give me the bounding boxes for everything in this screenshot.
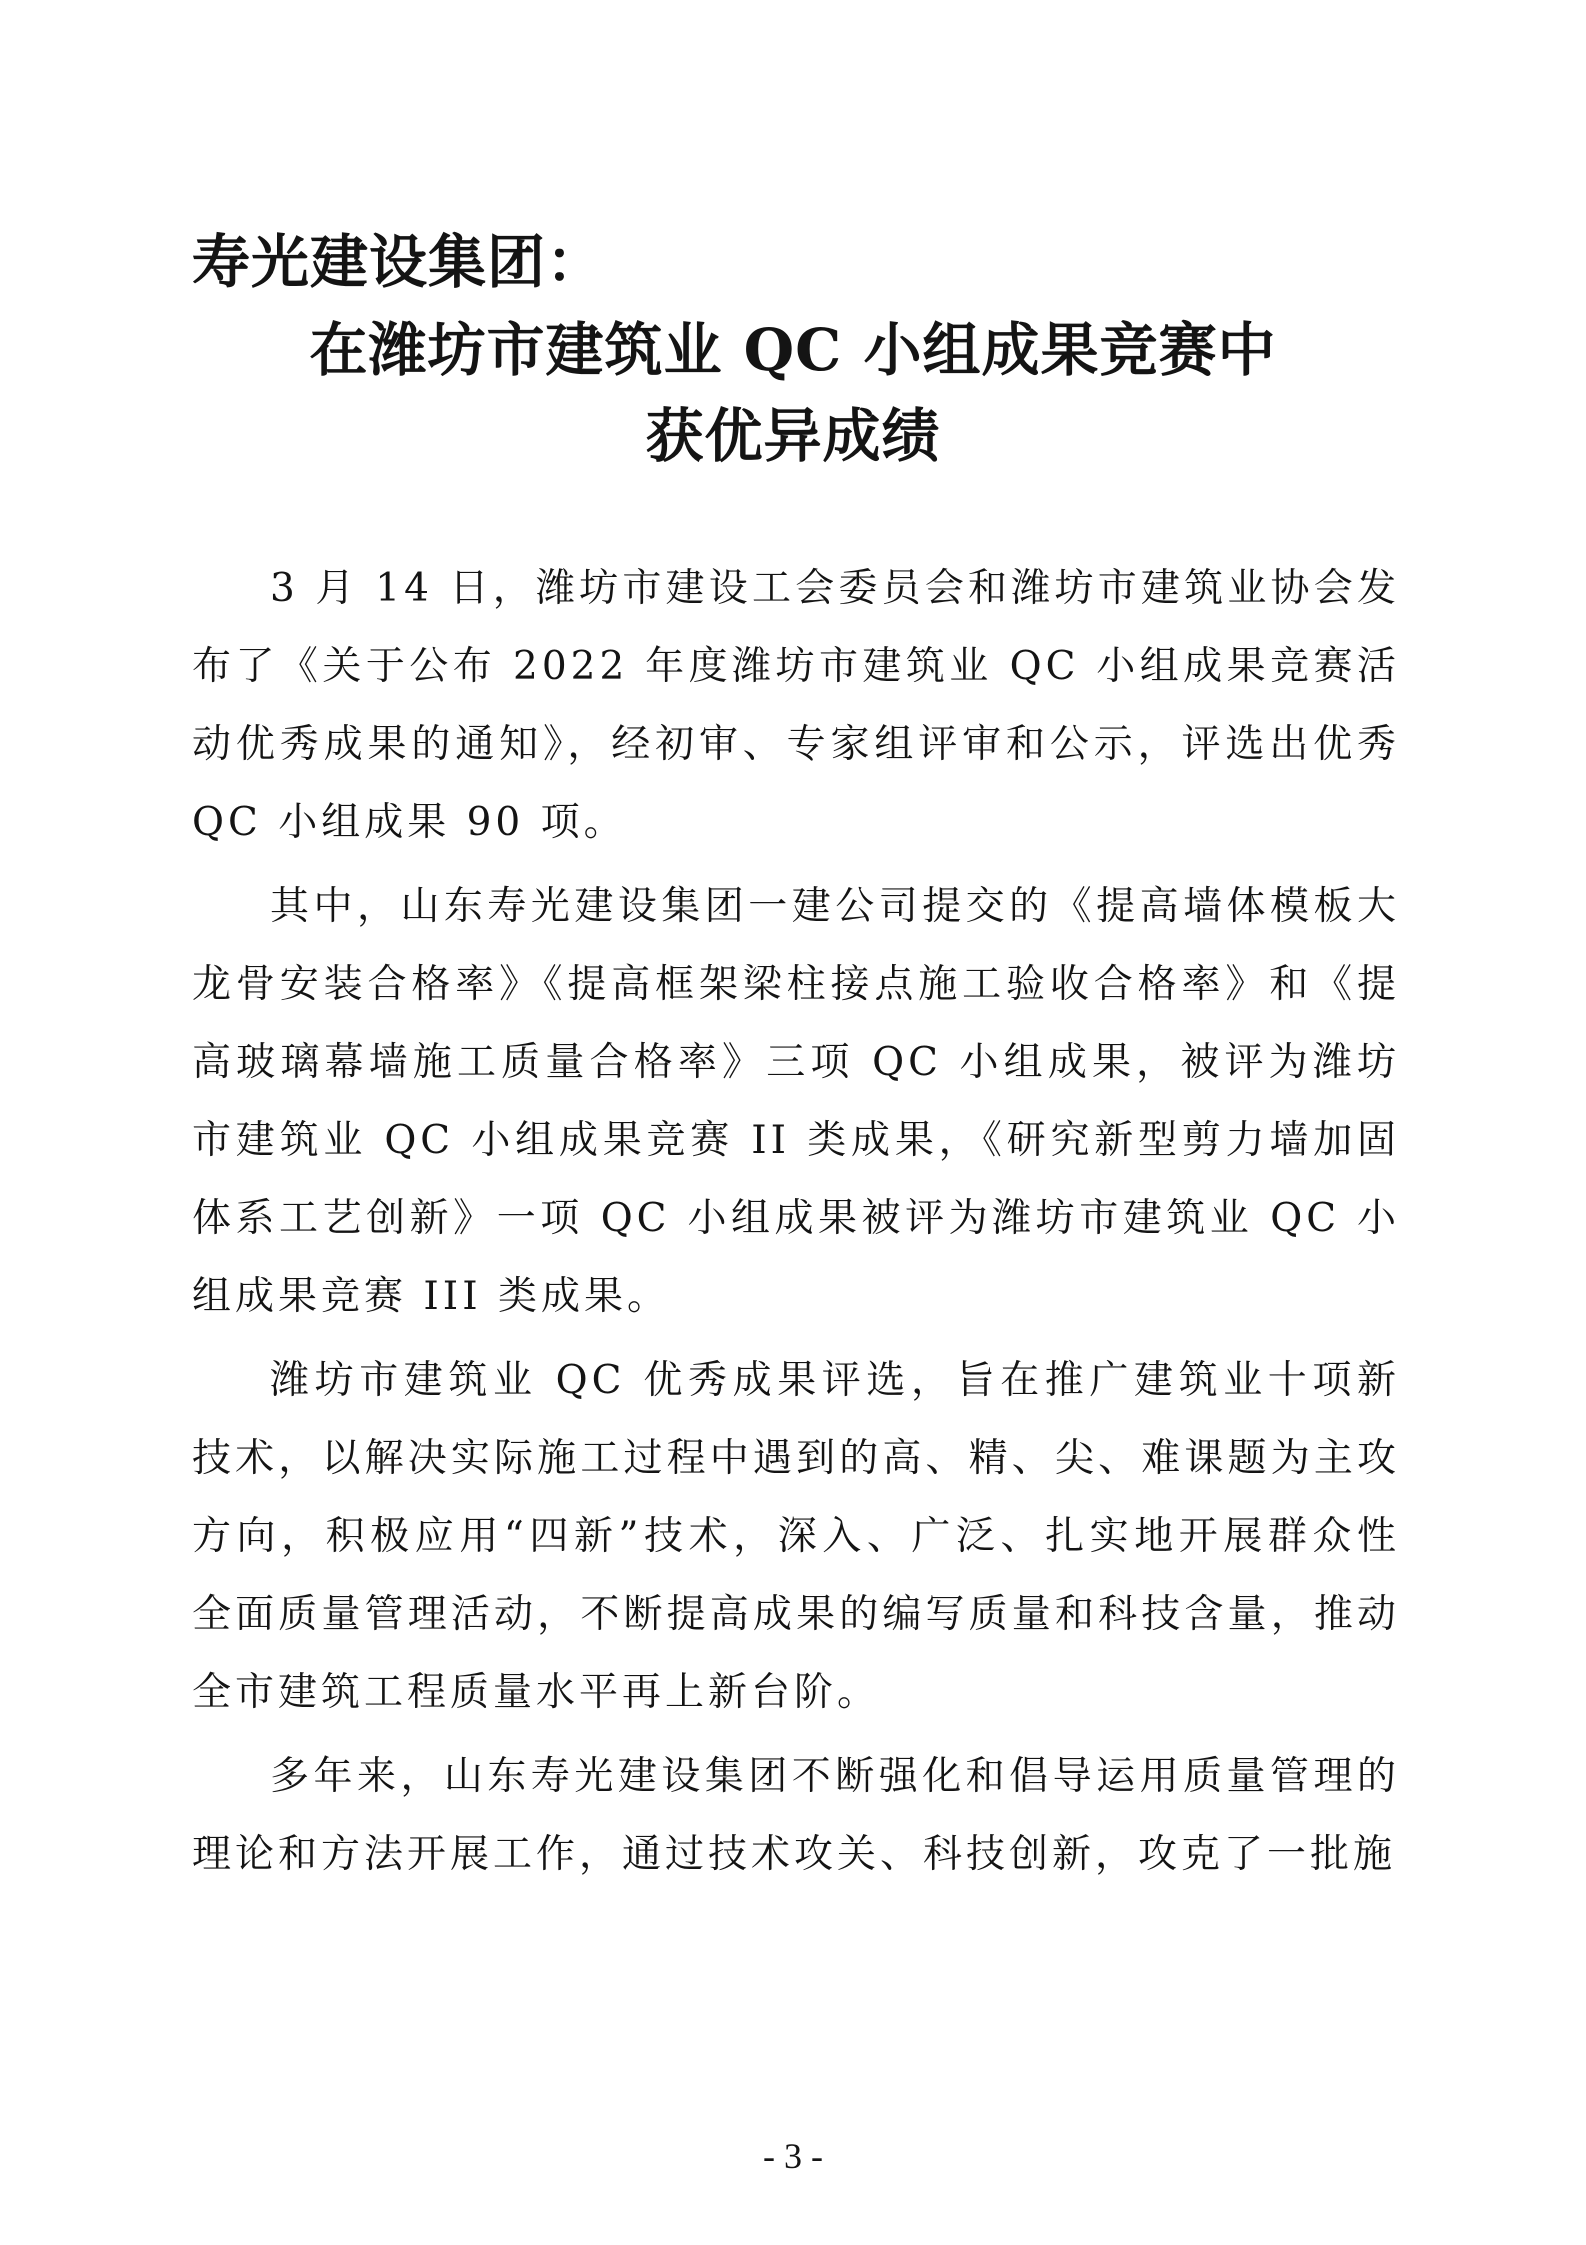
title-line-2: 在潍坊市建筑业 QC 小组成果竞赛中 [309,316,1277,384]
paragraph: 多年来，山东寿光建设集团不断强化和倡导运用质量管理的理论和方法开展工作，通过技术攻关、科技创新，攻克了一批施 [192,1754,1400,1877]
page-number: - 3 - [763,2136,823,2176]
title-line-1: 寿光建设集团： [192,228,606,296]
paragraph: 潍坊市建筑业 QC 优秀成果评选，旨在推广建筑业十项新技术，以解决实际施工过程中遇到的高、精、尖、难课题为主攻方向，积极应用“四新”技术，深入、广泛、扎实地开展群众性全面质量管理活动，不断提高成果的编写质量和科技含量，推动全市建筑工程质量水平再上新台阶。 [192,1358,1400,1715]
paragraph: 其中，山东寿光建设集团一建公司提交的《提高墙体模板大龙骨安装合格率》《提高框架梁柱接点施工验收合格率》和《提高玻璃幕墙施工质量合格率》三项 QC 小组成果，被评为潍坊市建筑业 QC 小组成果竞赛 II 类成果，《研究新型剪力墙加固体系工艺创新》一项 QC 小组成果被评为潍坊市建筑业 QC 小组成果竞赛 III 类成果。 [192,884,1400,1319]
paragraph: 3 月 14 日，潍坊市建设工会委员会和潍坊市建筑业协会发布了《关于公布 2022 年度潍坊市建筑业 QC 小组成果竞赛活动优秀成果的通知》，经初审、专家组评审和公示，评选出优秀 QC 小组成果 90 项。 [192,566,1400,845]
title-line-3: 获优异成绩 [645,402,941,470]
article-body [192,550,1400,1900]
